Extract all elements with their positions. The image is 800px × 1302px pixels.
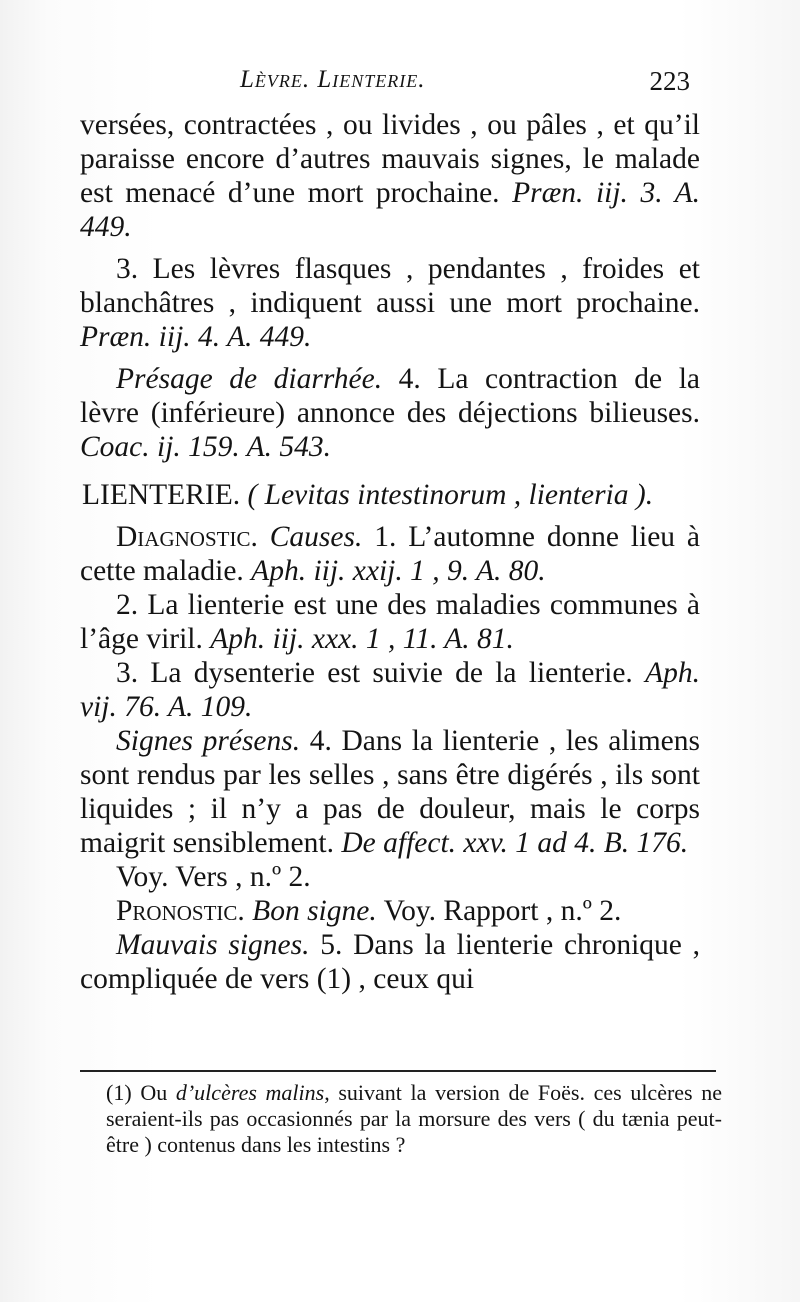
section-lead: Mauvais signes. bbox=[116, 929, 310, 961]
paragraph-2 bbox=[80, 588, 700, 656]
footnote-text-b: , suivant la version de Foës. ces ulcères ne seraient-ils pas occasionnés par la morsure des vers ( du tænia peut-être ) contenus dans les intestins ? bbox=[106, 1080, 723, 1157]
section-lead: Présage de diarrhée. bbox=[116, 363, 383, 395]
reference: Aph. vij. 76. A. 109. bbox=[80, 657, 700, 723]
paragraph-text: 4. Dans la lienterie , les alimens sont rendus par les selles , sans être digérés , ils sont liquides ; il n’y a pas de douleur, mais le corps maigrit sensiblement. bbox=[80, 725, 700, 859]
paragraph-pronostic bbox=[80, 894, 700, 928]
footnote-text bbox=[106, 1080, 722, 1158]
page-number: 223 bbox=[649, 66, 690, 96]
paragraph-text: Voy. Vers , n.º 2. bbox=[116, 861, 311, 893]
footnote-italic: d’ulcères malins bbox=[175, 1080, 325, 1105]
reference: Coac. ij. 159. A. 543. bbox=[80, 431, 332, 463]
paragraph-text: 4. La contraction de la lèvre (inférieure) annonce des déjections bilieuses. bbox=[80, 363, 701, 429]
subsection-lead: Bon signe. bbox=[252, 895, 377, 927]
section-lead: Pronostic. bbox=[116, 895, 245, 927]
footnote bbox=[106, 1080, 723, 1158]
subsection-lead: Causes. bbox=[269, 521, 363, 553]
entry-heading bbox=[80, 478, 700, 512]
reference: Aph. iij. xxx. 1 , 11. A. 81. bbox=[210, 623, 514, 655]
paragraph-text: 3. Les lèvres flasques , pendantes , froides et blanchâtres , indiquent aussi une mort prochaine. bbox=[80, 253, 700, 319]
footnote-rule bbox=[80, 1070, 716, 1072]
section-lead: Signes présens. bbox=[116, 725, 301, 757]
paragraph-bad-signs bbox=[80, 928, 700, 996]
reference: De affect. xxv. 1 ad 4. B. 176. bbox=[341, 827, 689, 859]
paragraph-text: Voy. Rapport , n.º 2. bbox=[383, 895, 622, 927]
running-title: Lèvre. Lienterie. bbox=[240, 66, 426, 93]
section-lead: Diagnostic. bbox=[116, 521, 258, 553]
paragraph-diagnostic bbox=[80, 520, 700, 588]
page-header bbox=[80, 66, 690, 102]
paragraph-4 bbox=[80, 362, 700, 464]
paragraph-3b bbox=[80, 656, 700, 724]
reference: Aph. iij. xxij. 1 , 9. A. 80. bbox=[251, 555, 546, 587]
paragraph-text: 5. Dans la lienterie chronique , compliquée de vers (1) , ceux qui bbox=[80, 929, 701, 995]
footnote-marker: (1) bbox=[106, 1080, 132, 1105]
paragraph-text: 1. L’automne donne lieu à cette maladie. bbox=[80, 521, 701, 587]
footnote-text-a: Ou bbox=[140, 1080, 168, 1105]
reference: Præn. iij. 4. A. 449. bbox=[80, 321, 312, 353]
paragraph-signs bbox=[80, 724, 700, 860]
main-text bbox=[80, 108, 700, 996]
cross-reference bbox=[80, 860, 700, 894]
entry-word: LIENTERIE. bbox=[82, 479, 241, 511]
reference: Præn. iij. 3. A. 449. bbox=[80, 177, 700, 243]
entry-gloss: ( Levitas intestinorum , lienteria ). bbox=[247, 479, 654, 511]
paragraph-3 bbox=[80, 252, 700, 354]
paragraph-text: 2. La lienterie est une des maladies communes à l’âge viril. bbox=[80, 589, 700, 655]
paragraph-text: 3. La dysenterie est suivie de la lienterie. bbox=[116, 657, 633, 689]
paragraph-text: versées, contractées , ou livides , ou pâles , et qu’il paraisse encore d’autres mauvais signes, le malade est menacé d’une mort prochaine. bbox=[80, 109, 700, 209]
paragraph-continuation bbox=[80, 108, 700, 244]
